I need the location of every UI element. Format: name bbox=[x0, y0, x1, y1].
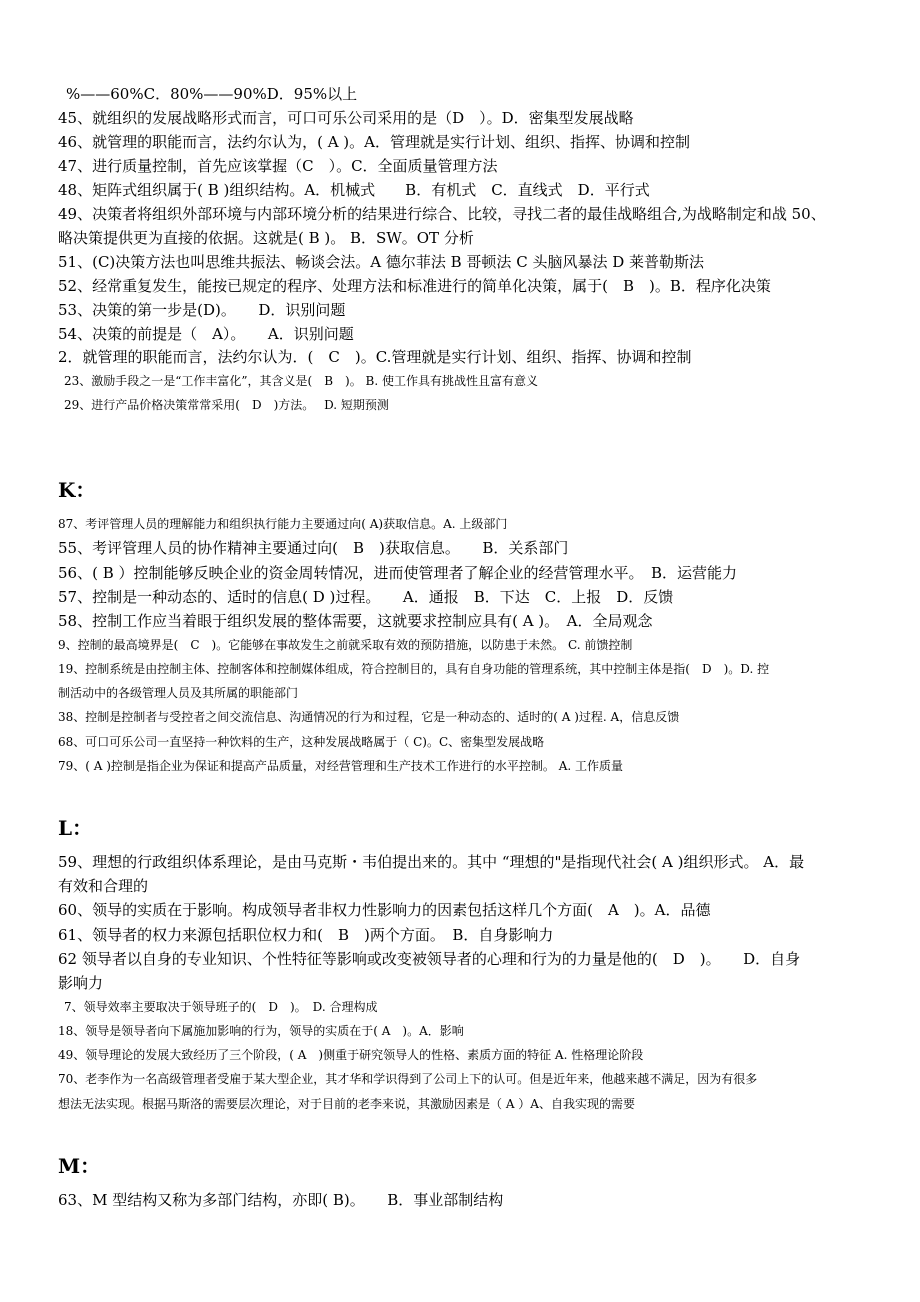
section-heading-l: L： bbox=[58, 816, 93, 840]
text-line: 70、老李作为一名高级管理者受雇于某大型企业，其才华和学识得到了公司上下的认可。但是近年来，他越来越不满足，因为有很多 bbox=[58, 1072, 758, 1086]
text-line: 63、M 型结构又称为多部门结构，亦即( B)。 B．事业部制结构 bbox=[58, 1191, 504, 1209]
text-line: 53、决策的第一步是(D)。 D．识别问题 bbox=[58, 301, 346, 319]
text-line: 49、决策者将组织外部环境与内部环境分析的结果进行综合、比较，寻找二者的最佳战略组合,为战略制定和战 50、 bbox=[58, 205, 826, 223]
text-line: 想法无法实现。根据马斯洛的需要层次理论，对于目前的老李来说，其激励因素是（ A ）A、自我实现的需要 bbox=[58, 1097, 635, 1111]
text-line: 61、领导者的权力来源包括职位权力和( B )两个方面。 B．自身影响力 bbox=[58, 926, 554, 944]
text-line: 29、进行产品价格决策常常采用( D )方法。 D. 短期预测 bbox=[64, 398, 389, 412]
text-line: 58、控制工作应当着眼于组织发展的整体需要，这就要求控制应具有( A )。 A．全局观念 bbox=[58, 612, 653, 630]
section-heading-m: M： bbox=[58, 1154, 101, 1178]
text-line: 7、领导效率主要取决于领导班子的( D )。 D. 合理构成 bbox=[64, 1000, 378, 1014]
text-line: 62 领导者以自身的专业知识、个性特征等影响或改变被领导者的心理和行为的力量是他的( D )。 D．自身 bbox=[58, 950, 801, 968]
text-line: 38、控制是控制者与受控者之间交流信息、沟通情况的行为和过程，它是一种动态的、适时的( A )过程. A，信息反馈 bbox=[58, 710, 680, 724]
text-line: 51、(C)决策方法也叫思维共振法、畅谈会法。A 德尔菲法 B 哥顿法 C 头脑风暴法 D 莱普勒斯法 bbox=[58, 253, 705, 271]
text-line: 23、激励手段之一是“工作丰富化”，其含义是( B )。 B. 使工作具有挑战性且富有意义 bbox=[64, 374, 538, 388]
text-line: 52、经常重复发生，能按已规定的程序、处理方法和标准进行的简单化决策，属于( B )。B．程序化决策 bbox=[58, 277, 771, 295]
text-line: 48、矩阵式组织属于( B )组织结构。A．机械式 B．有机式 C．直线式 D．平行式 bbox=[58, 181, 650, 199]
text-line: 47、进行质量控制，首先应该掌握（C ）。C．全面质量管理方法 bbox=[58, 157, 498, 175]
text-line: 49、领导理论的发展大致经历了三个阶段，( A )侧重于研究领导人的性格、素质方面的特征 A. 性格理论阶段 bbox=[58, 1048, 644, 1062]
text-line: 79、( A )控制是指企业为保证和提高产品质量，对经营管理和生产技术工作进行的水平控制。 A. 工作质量 bbox=[58, 759, 624, 773]
section-heading-k: K： bbox=[58, 478, 96, 502]
text-line: 68、可口可乐公司一直坚持一种饮料的生产，这种发展战略属于（ C)。C、密集型发展战略 bbox=[58, 735, 545, 749]
text-line: 19、控制系统是由控制主体、控制客体和控制媒体组成，符合控制目的，具有自身功能的管理系统，其中控制主体是指( D )。D. 控 bbox=[58, 662, 770, 676]
text-line: 18、领导是领导者向下属施加影响的行为，领导的实质在于( A )。A．影响 bbox=[58, 1024, 464, 1038]
text-line: 56、( B ）控制能够反映企业的资金周转情况，进而使管理者了解企业的经营管理水平。 B．运营能力 bbox=[58, 564, 738, 582]
text-line: 60、领导的实质在于影响。构成领导者非权力性影响力的因素包括这样几个方面( A )。A．品德 bbox=[58, 901, 711, 919]
text-line: 57、控制是一种动态的、适时的信息( D )过程。 A．通报 B．下达 C．上报 D．反馈 bbox=[58, 588, 674, 606]
text-line: 55、考评管理人员的协作精神主要通过向( B )获取信息。 B．关系部门 bbox=[58, 539, 569, 557]
text-line: 有效和合理的 bbox=[58, 877, 149, 895]
text-line: 45、就组织的发展战略形式而言，可口可乐公司采用的是（D ）。D．密集型发展战略 bbox=[58, 109, 634, 127]
text-line: 46、就管理的职能而言，法约尔认为，( A )。A．管理就是实行计划、组织、指挥、协调和控制 bbox=[58, 133, 690, 151]
text-line: 59、理想的行政组织体系理论，是由马克斯・韦伯提出来的。其中 “理想的"是指现代社会( A )组织形式。 A．最 bbox=[58, 853, 805, 871]
text-line: 87、考评管理人员的理解能力和组织执行能力主要通过向( A)获取信息。A. 上级部门 bbox=[58, 517, 508, 531]
text-line: 制活动中的各级管理人员及其所属的职能部门 bbox=[58, 686, 299, 700]
text-line: 影响力 bbox=[58, 974, 104, 992]
text-line: 54、决策的前提是（ A）。 A．识别问题 bbox=[58, 325, 354, 343]
text-line: 略决策提供更为直接的依据。这就是( B )。 B．SW。OT 分析 bbox=[58, 229, 474, 247]
text-line: 2．就管理的职能而言，法约尔认为．( C )。C.管理就是实行计划、组织、指挥、协调和控制 bbox=[58, 348, 692, 366]
text-line: %——60%C．80%——90%D．95%以上 bbox=[66, 85, 358, 103]
text-line: 9、控制的最高境界是( C )。它能够在事故发生之前就采取有效的预防措施，以防患于未然。 C. 前馈控制 bbox=[58, 638, 633, 652]
